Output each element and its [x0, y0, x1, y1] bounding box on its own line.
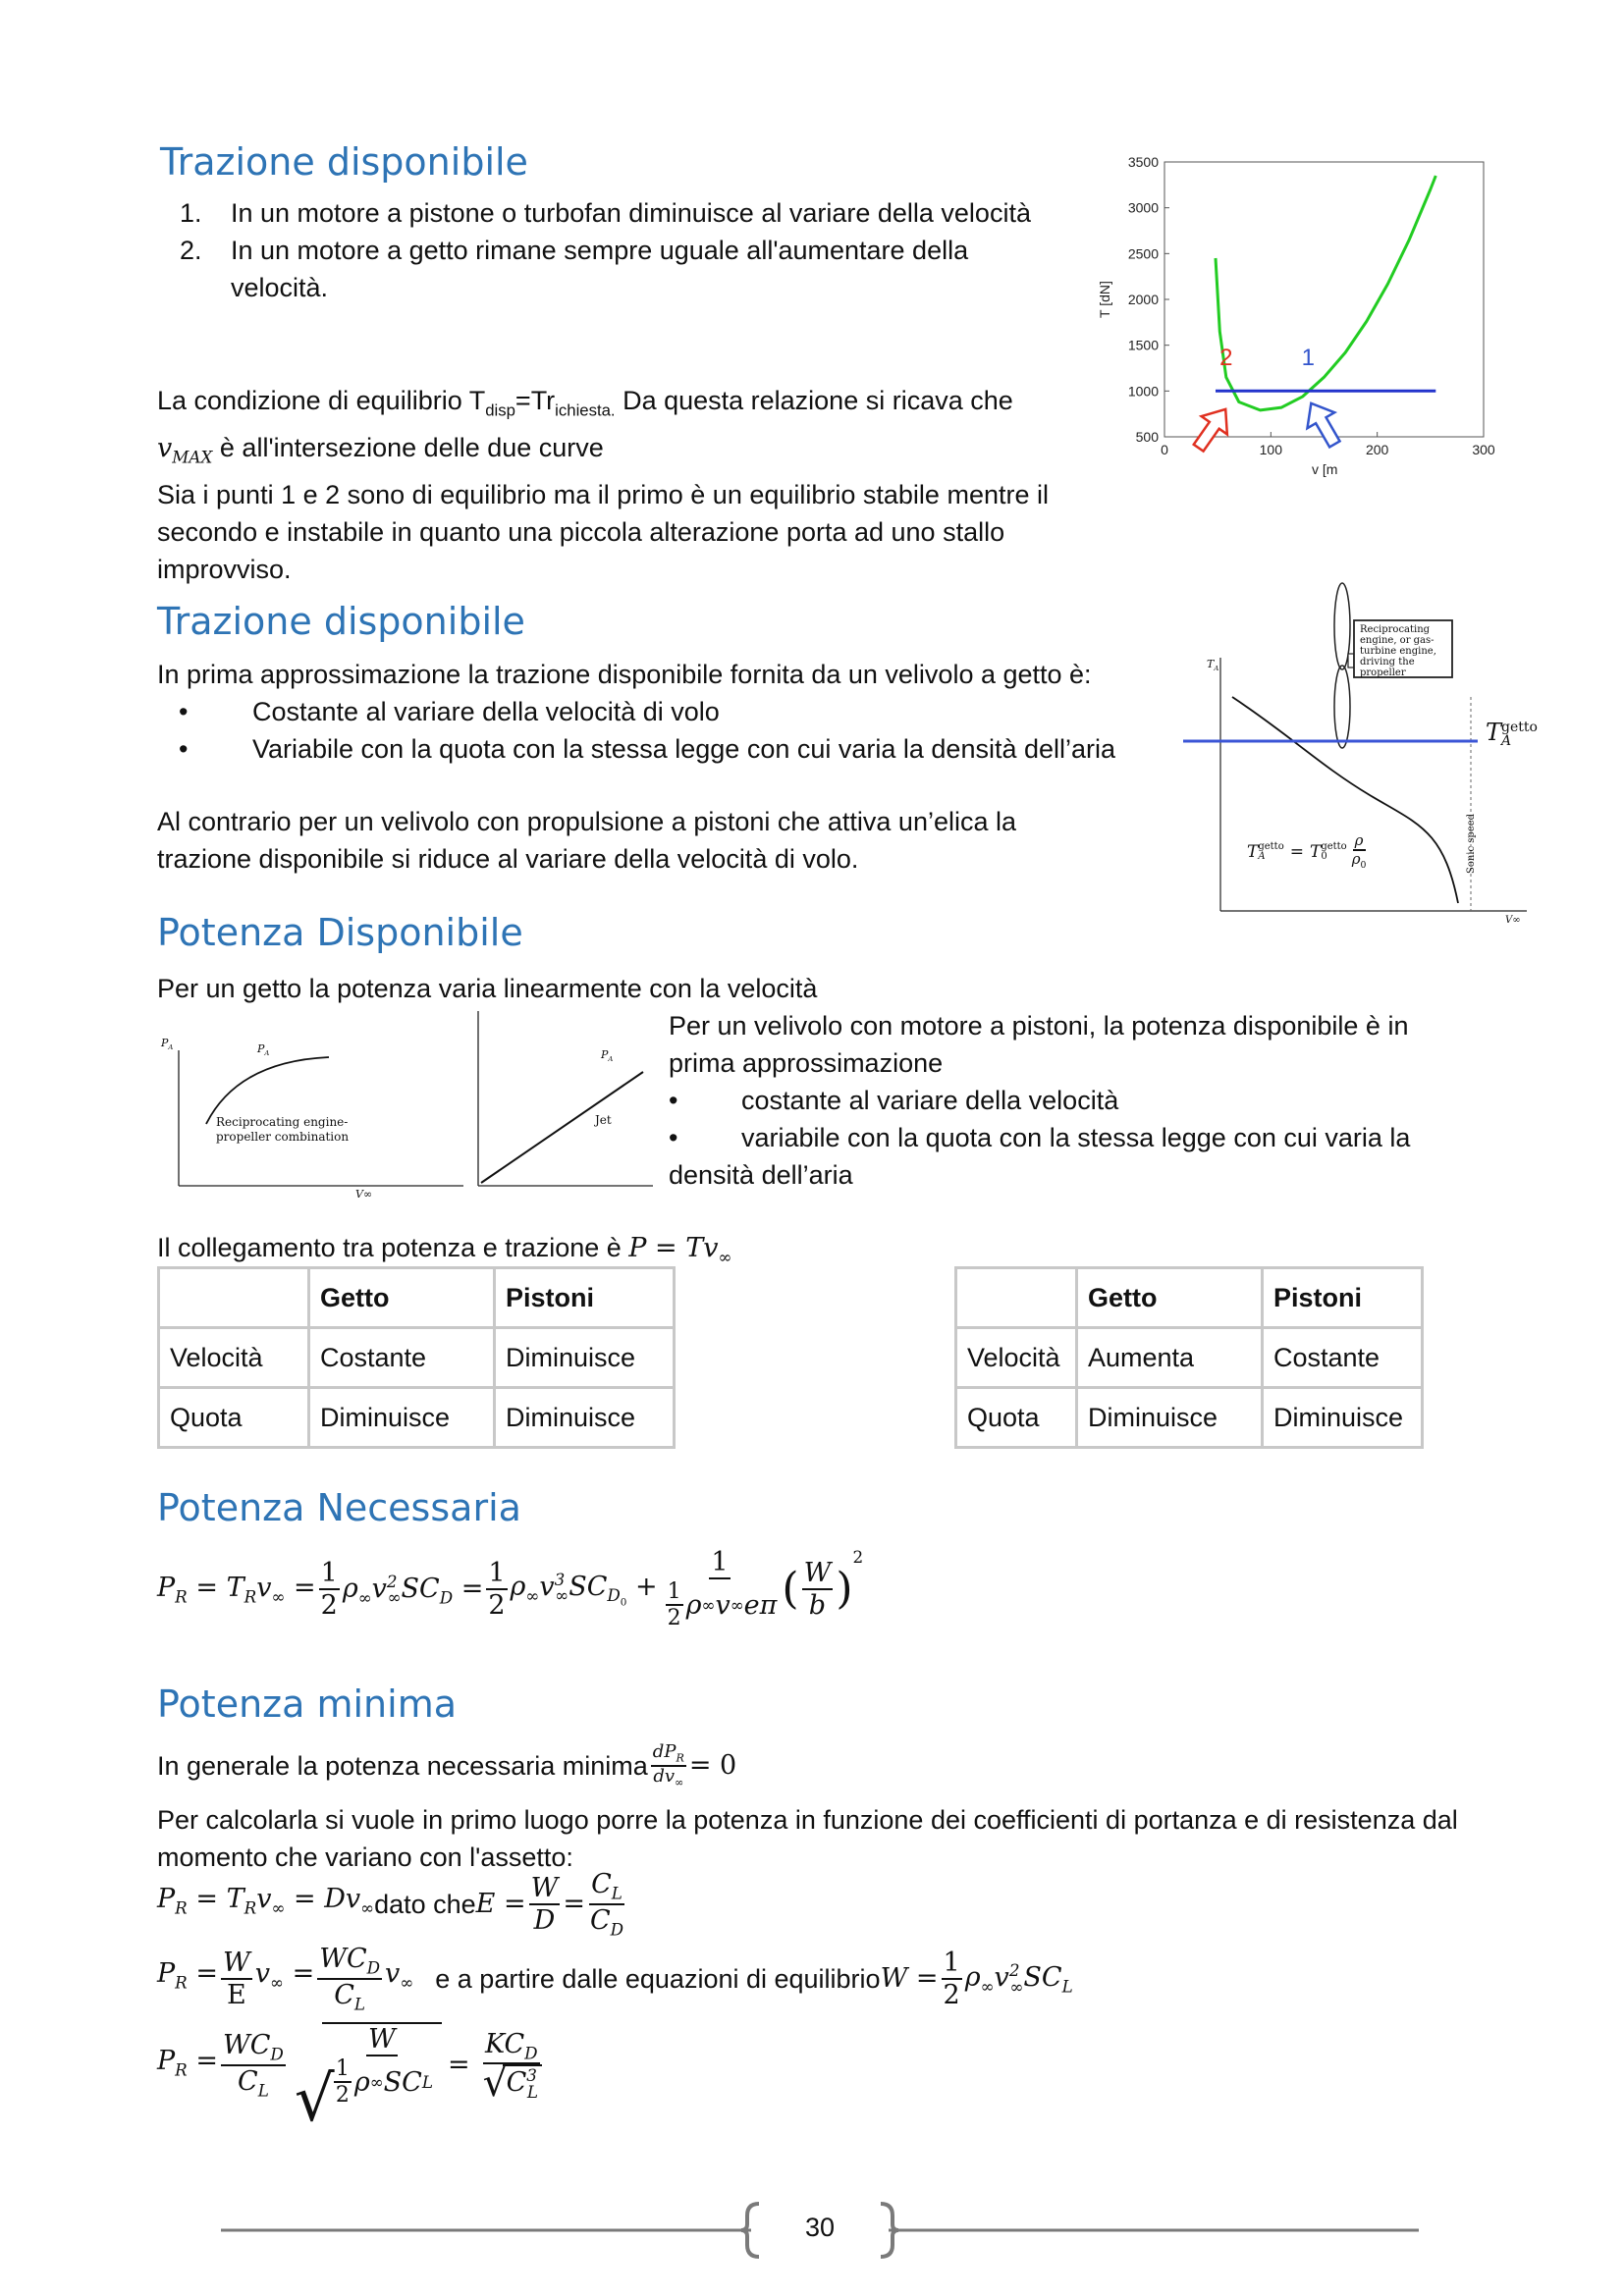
table-row: Getto Pistoni — [956, 1268, 1423, 1328]
y-axis-label: T [dN] — [1097, 281, 1112, 318]
engine-box-label: Reciprocating engine, or gas-turbine engine, driving the propeller — [1360, 624, 1436, 678]
power-thrust-relation: Il collegamento tra potenza e trazione è $P = Tv_\infty$ — [157, 1233, 732, 1267]
point-2-label: 2 — [1219, 345, 1233, 372]
table-row: Velocità Aumenta Costante — [956, 1328, 1423, 1388]
piston-power-curve — [206, 1057, 329, 1124]
y-tick-label: 500 — [1135, 429, 1159, 445]
list-item: • costante al variare della velocità — [669, 1086, 1119, 1115]
jet-power-figure: $P_A$ Jet — [471, 1011, 658, 1193]
jet-caption: Jet — [595, 1113, 612, 1127]
y-axis-label: $T_A$ — [1207, 658, 1219, 673]
thrust-density-equation: T getto A = T getto 0 $\frac{\rho}{\rho_0}$ — [1247, 831, 1367, 872]
y-tick-label: 1500 — [1127, 337, 1159, 353]
x-axis-label: V∞ — [1505, 915, 1521, 926]
y-tick-label: 2000 — [1127, 292, 1159, 307]
power-coefficient-equation: $P_R$ = $\frac{WC_D}{C_L}$ √ W $\frac{1}{2}$ ρ ∞ SC L = $KC_D$ √ $C^3_L$ — [157, 2022, 547, 2109]
table-row: Getto Pistoni — [159, 1268, 675, 1328]
piston-power-figure: $P_A$ $P_A$ Reciprocating engine-propeller combination V∞ — [161, 1037, 373, 1201]
y-tick-label: 3000 — [1127, 199, 1159, 216]
section-heading-trazione-1: Trazione disponibile — [160, 140, 528, 184]
table-row: Velocità Costante Diminuisce — [159, 1328, 675, 1388]
jet-thrust-figure — [1173, 579, 1556, 933]
point-1-label: 1 — [1301, 345, 1315, 372]
table-row: Quota Diminuisce Diminuisce — [956, 1388, 1423, 1448]
list-item: 1. In un motore a pistone o turbofan diminuisce al variare della velocità — [180, 198, 1031, 228]
x-tick-label: 200 — [1365, 442, 1389, 457]
y-tick-label: 3500 — [1127, 154, 1159, 170]
propeller-blade — [1334, 666, 1350, 748]
piston-power-paragraph: Per un velivolo con motore a pistoni, la potenza disponibile è in prima approssimazione • costante al variare della velocità • variabile con la quota con la stessa legge con cui varia la densità dell’aria — [669, 1007, 1474, 1194]
section-heading-trazione-2: Trazione disponibile — [157, 600, 525, 643]
thrust-velocity-chart — [1080, 147, 1512, 481]
thrust-curve — [1232, 697, 1458, 903]
jet-thrust-paragraph: In prima approssimazione la trazione disponibile fornita da un velivolo a getto è: • Costante al variare della velocità di volo • Variabile con la quota con la stessa legge con cui varia la densità dell’aria — [157, 656, 1159, 768]
power-efficiency-equation: $P_R$ = $\frac{W}{E}$ $v_\infty$ = $\frac{WC_D}{C_L}$ $v_\infty$ e a partire dalle equazioni di equilibrio W = $\frac{1}{2}$ $\rho_\infty v^2_\infty SC_L$ — [157, 1944, 1073, 2014]
section-heading-potenza-necessaria: Potenza Necessaria — [157, 1486, 521, 1529]
table-row: Quota Diminuisce Diminuisce — [159, 1388, 675, 1448]
numbered-list — [180, 194, 1044, 306]
list-item: • variabile con la quota con la stessa legge con cui varia la densità dell’aria — [669, 1123, 1411, 1190]
jet-power-intro: Per un getto la potenza varia linearmente con la velocità — [157, 974, 818, 1003]
page-number: 30 — [804, 2213, 836, 2242]
minimum-power-paragraph: Per calcolarla si vuole in primo luogo porre la potenza in funzione dei coefficienti di portanza e di resistenza dal momento che variano con l'assetto: — [157, 1805, 1458, 1872]
section-heading-potenza-minima: Potenza minima — [157, 1682, 458, 1726]
page-footer — [221, 2201, 1419, 2260]
jet-thrust-label: T getto A — [1486, 719, 1538, 749]
x-axis-label: v [m — [1312, 461, 1338, 477]
y-tick-label: 2500 — [1127, 245, 1159, 262]
list-item: 2. In un motore a getto rimane sempre uguale all'aumentare della velocità. — [180, 236, 969, 302]
x-tick-label: 300 — [1472, 442, 1495, 457]
minimum-power-condition: In generale la potenza necessaria minima $\frac{dP_R}{dv_\infty}$ = 0 — [157, 1741, 737, 1790]
sonic-speed-label: Sonic speed — [1466, 813, 1477, 874]
power-drag-equation: $P_R = T_Rv_\infty = Dv_\infty$ dato che E = $\frac{W}{D}$ = $\frac{C_L}{C_D}$ — [157, 1869, 624, 1940]
thrust-table — [157, 1266, 676, 1449]
x-tick-label: 100 — [1259, 442, 1283, 457]
equilibrium-paragraph: La condizione di equilibrio $T_{disp}=Tr_{ichiesta.}$ Da questa relazione si ricava che $v_{MAX}$ è all'intersezione delle due curve Sia i punti 1 e 2 sono di equilibrio ma il primo è un equilibrio stabile mentre il secondo e instabile in quanto una piccola alterazione porta ad uno stallo improvviso. — [157, 386, 1049, 584]
piston-power-caption: Reciprocating engine-propeller combination — [216, 1115, 350, 1144]
x-tick-label: 0 — [1161, 442, 1168, 457]
plot-frame — [1164, 162, 1484, 437]
required-power-equation: $P_R = T_Rv_\infty$ = $\frac{1}{2}$ $\rho_\infty v^2_\infty SC_D$ = $\frac{1}{2}$ $\rho_\infty v^3_\infty SC_{D_0}$ + 1 $\frac{1}{2}$ ρ ∞ v ∞ eπ ( $\frac{W}{b}$ ) $^2$ — [157, 1547, 864, 1631]
y-tick-label: 1000 — [1127, 383, 1159, 400]
list-item: • Variabile con la quota con la stessa legge con cui varia la densità dell’aria — [179, 734, 1116, 764]
power-table — [954, 1266, 1424, 1449]
section-heading-potenza-disponibile: Potenza Disponibile — [157, 911, 523, 954]
jet-power-line — [481, 1072, 643, 1183]
propeller-paragraph: Al contrario per un velivolo con propulsione a pistoni che attiva un’elica la trazione disponibile si riduce al variare della velocità di volo. — [157, 807, 1017, 874]
list-item: • Costante al variare della velocità di volo — [179, 697, 720, 726]
